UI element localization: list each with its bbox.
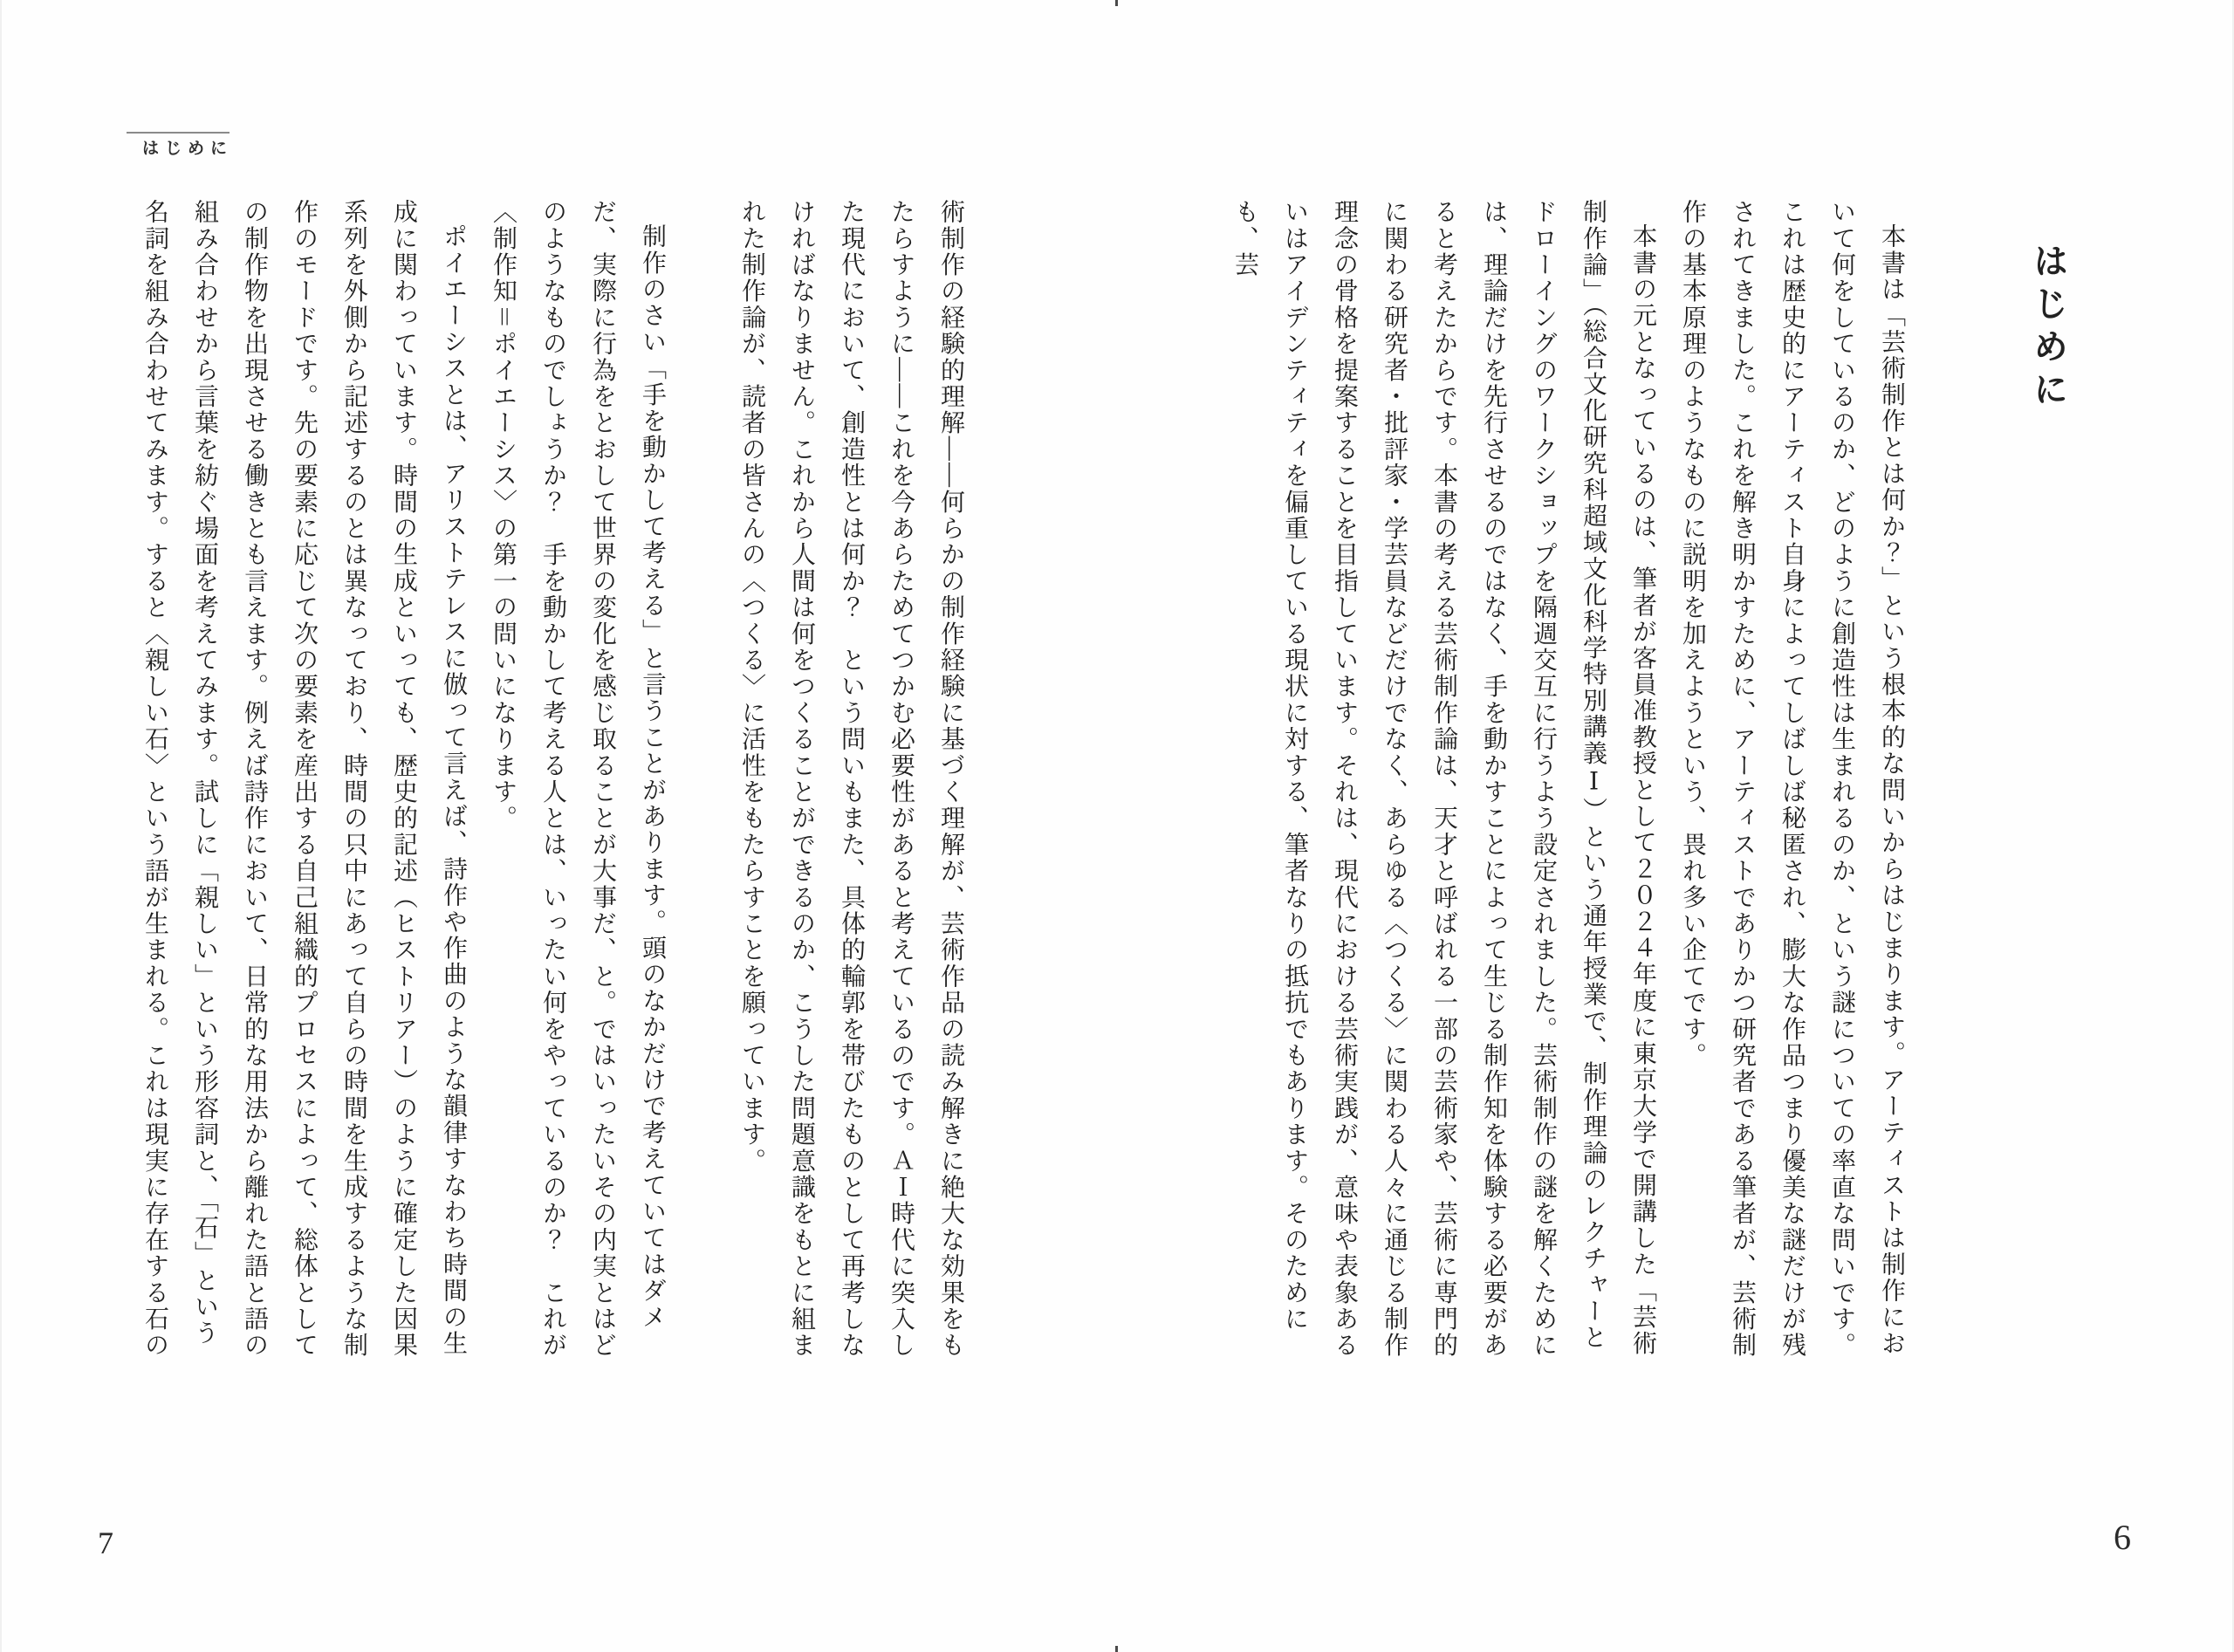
page-right-body <box>1231 199 1916 1361</box>
chapter-title: はじめに <box>2028 243 2068 414</box>
paragraph: 術制作の経験的理解——何らかの制作経験に基づく理解が、芸術作品の読み解きに絶大な効果をもたらすように——これを今あらためてつかむ必要性があると考えているのです。ＡＩ時代に突入した現代において、創造性とは何か？ という問いもまた、具体的輪郭を帯びたものとして再考しなければなりません。これから人間は何をつくることができるのか、こうした問題意識をもとに組まれた制作論が、読者の皆さんの〈つくる〉に活性をもたらすことを願っています。 <box>738 199 964 1359</box>
scan-edge-left <box>0 0 2 1652</box>
running-head: はじめに <box>142 140 234 158</box>
paragraph: 制作のさい「手を動かして考える」と言うことがあります。頭のなかだけで考えていてはダメだ、実際に行為をとおして世界の変化を感じ取ることが大事だ、と。ではいったいその内実とはどのようなものでしょうか？ 手を動かして考える人とは、いったい何をやっているのか？ これが〈制作知＝ポイエーシス〉の第一の問いになります。 <box>490 199 666 1359</box>
fold-mark-bottom <box>1115 1646 1118 1652</box>
fold-mark-top <box>1115 0 1118 6</box>
page-number-right: 6 <box>2114 1518 2131 1557</box>
page-number-left: 7 <box>98 1525 113 1560</box>
running-head-rule <box>127 132 230 134</box>
paragraph: 本書は「芸術制作とは何か？」という根本的な問いからはじまります。アーティストは制作において何をしているのか、どのように創造性は生まれるのか、という謎についての率直な問いです。これは歴史的にアーティスト自身によってしばしば秘匿され、膨大な作品つまり優美な謎だけが残されてきました。これを解き明かすために、アーティストでありかつ研究者である筆者が、芸術制作の基本原理のようなものに説明を加えようという、畏れ多い企てです。 <box>1679 199 1905 1359</box>
paragraph: ポイエーシスとは、アリストテレスに倣って言えば、詩作や作曲のような韻律すなわち時間の生成に関わっています。時間の生成といっても、歴史的記述（ヒストリアー）のように確定した因果系列を外側から記述するのとは異なっており、時間の只中にあって自らの時間を生成するような制作のモードです。先の要素に応じて次の要素を産出する自己組織的プロセスによって、総体としての制作物を出現させる働きとも言えます。例えば詩作において、日常的な用法から離れた語と語の組み合わせから言葉を紡ぐ場面を考えてみます。試しに「親しい」という形容詞と、「石」という名詞を組み合わせてみます。すると〈親しい石〉という語が生まれる。これは現実に存在する石の <box>141 199 467 1359</box>
page-left-body <box>130 199 976 1361</box>
paragraph: 本書の元となっているのは、筆者が客員准教授として２０２４年度に東京大学で開講した「芸術制作論」（総合文化研究科超域文化科学特別講義Ⅰ）という通年授業で、制作理論のレクチャーとドローイングのワークショップを隔週交互に行うよう設定されました。芸術制作の謎を解くためには、理論だけを先行させるのではなく、手を動かすことによって生じる制作知を体験する必要があると考えたからです。本書の考える芸術制作論は、天才と呼ばれる一部の芸術家や、芸術に専門的に関わる研究者・批評家・学芸員などだけでなく、あらゆる〈つくる〉に関わる人々に通じる制作理念の骨格を提案することを目指しています。それは、現代における芸術実践が、意味や表象あるいはアイデンティティを偏重している現状に対する、筆者なりの抵抗でもあります。そのためにも、芸 <box>1231 199 1656 1359</box>
